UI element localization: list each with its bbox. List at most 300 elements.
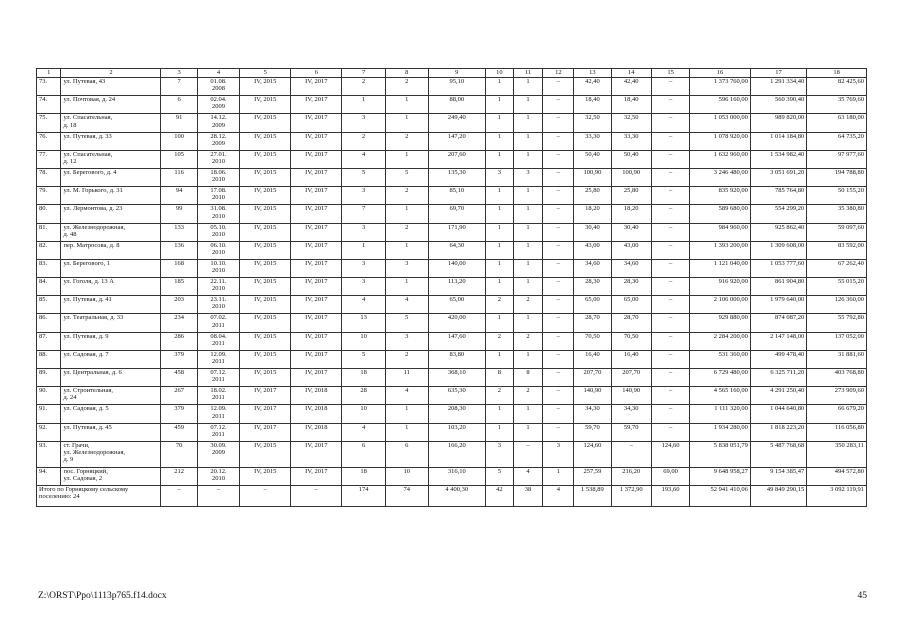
table-cell: 100,90 xyxy=(611,168,651,186)
table-cell: 861 904,80 xyxy=(750,278,806,296)
table-cell: 18,20 xyxy=(611,205,651,223)
table-cell: ул. Театральная, д. 33 xyxy=(61,314,161,332)
table-cell: 4 xyxy=(385,296,428,314)
table-cell: ул. Путевая, д. 41 xyxy=(61,296,161,314)
table-cell: 5 xyxy=(385,314,428,332)
table-cell: 126 360,00 xyxy=(807,296,867,314)
table-cell: ст. Грачи, ул. Железнодорожная, д. 9 xyxy=(61,441,161,467)
table-cell: – xyxy=(651,114,689,132)
table-cell: IV, 2015 xyxy=(240,150,291,168)
table-cell: 420,00 xyxy=(428,314,485,332)
total-cell: 1 538,89 xyxy=(574,485,611,506)
table-cell: ул. Берегового, д. 4 xyxy=(61,168,161,186)
table-cell: 43,00 xyxy=(574,241,611,259)
table-cell: 1 xyxy=(385,205,428,223)
table-cell: 216,20 xyxy=(611,467,651,485)
table-cell: 1 xyxy=(543,467,574,485)
table-cell: 18,40 xyxy=(611,96,651,114)
table-cell: IV, 2018 xyxy=(291,405,342,423)
table-cell: ул. Лермонтова, д. 23 xyxy=(61,205,161,223)
table-cell: – xyxy=(651,78,689,96)
table-cell: IV, 2017 xyxy=(291,96,342,114)
table-cell: ул. Спасательная, д. 18 xyxy=(61,114,161,132)
table-cell: 91 xyxy=(161,114,197,132)
table-cell: – xyxy=(543,96,574,114)
table-cell: 18.02. 2011 xyxy=(197,387,240,405)
table-cell: 273 909,60 xyxy=(807,387,867,405)
table-row xyxy=(37,350,867,368)
table-cell: 31.08. 2010 xyxy=(197,205,240,223)
table-row xyxy=(37,223,867,241)
table-cell: IV, 2015 xyxy=(240,441,291,467)
table-cell: 2 xyxy=(385,187,428,205)
table-cell: 27.01. 2010 xyxy=(197,150,240,168)
table-cell: 2 147 148,00 xyxy=(750,332,806,350)
table-cell: 494 572,80 xyxy=(807,467,867,485)
table-cell: 2 xyxy=(385,350,428,368)
table-cell: – xyxy=(543,205,574,223)
table-cell: 70,50 xyxy=(611,332,651,350)
table-cell: 23.11. 2010 xyxy=(197,296,240,314)
table-cell: 1 xyxy=(513,205,543,223)
table-cell: 64 735,20 xyxy=(807,132,867,150)
table-row xyxy=(37,150,867,168)
table-cell: 249,40 xyxy=(428,114,485,132)
table-cell: 50,40 xyxy=(611,150,651,168)
total-cell: 38 xyxy=(513,485,543,506)
table-cell: 2 284 200,00 xyxy=(690,332,751,350)
table-cell: 28,70 xyxy=(574,314,611,332)
table-cell: 88,00 xyxy=(428,96,485,114)
table-cell: 9 648 958,27 xyxy=(690,467,751,485)
table-cell: IV, 2015 xyxy=(240,78,291,96)
table-cell: ул. Строительная, д. 24 xyxy=(61,387,161,405)
column-header: 7 xyxy=(342,69,386,78)
table-cell: ул. М. Горького, д. 31 xyxy=(61,187,161,205)
table-cell: 1 xyxy=(485,423,513,441)
table-cell: – xyxy=(651,150,689,168)
table-cell: 925 862,40 xyxy=(750,223,806,241)
table-cell: IV, 2015 xyxy=(240,132,291,150)
table-cell: 42,40 xyxy=(574,78,611,96)
table-cell: 1 xyxy=(385,241,428,259)
table-cell: – xyxy=(651,369,689,387)
table-cell: 1 xyxy=(513,350,543,368)
table-cell: 212 xyxy=(161,467,197,485)
table-cell: 929 880,00 xyxy=(690,314,751,332)
table-cell: 1 xyxy=(485,187,513,205)
table-cell: 1 xyxy=(342,241,386,259)
table-cell: ул. Гоголя, д. 13 А xyxy=(61,278,161,296)
table-row xyxy=(37,332,867,350)
table-cell: 1 111 320,00 xyxy=(690,405,751,423)
table-cell: ул. Берегового, 1 xyxy=(61,259,161,277)
table-cell: 83. xyxy=(37,259,61,277)
table-cell: 1 xyxy=(485,350,513,368)
table-cell: 989 820,00 xyxy=(750,114,806,132)
table-cell: 63 180,00 xyxy=(807,114,867,132)
table-cell: 6 729 480,00 xyxy=(690,369,751,387)
table-cell: – xyxy=(651,223,689,241)
table-cell: 35 380,80 xyxy=(807,205,867,223)
table-cell: 874 087,20 xyxy=(750,314,806,332)
table-cell: 6 xyxy=(385,441,428,467)
table-row xyxy=(37,314,867,332)
table-cell: 28.12. 2009 xyxy=(197,132,240,150)
table-cell: 116 xyxy=(161,168,197,186)
table-cell: IV, 2018 xyxy=(291,423,342,441)
table-cell: 6 xyxy=(161,96,197,114)
table-cell: IV, 2017 xyxy=(291,296,342,314)
table-cell: 11 xyxy=(385,369,428,387)
table-cell: 8 xyxy=(485,369,513,387)
table-row xyxy=(37,78,867,96)
table-header xyxy=(37,69,867,78)
table-cell: 69,70 xyxy=(428,205,485,223)
table-row xyxy=(37,96,867,114)
table-cell: IV, 2017 xyxy=(291,132,342,150)
table-cell: 3 xyxy=(342,278,386,296)
table-cell: 1 121 040,00 xyxy=(690,259,751,277)
table-cell: – xyxy=(543,150,574,168)
table-cell: 3 xyxy=(342,259,386,277)
table-cell: IV, 2017 xyxy=(291,350,342,368)
table-cell: 70,50 xyxy=(574,332,611,350)
table-cell: 4 xyxy=(342,423,386,441)
table-cell: ул. Путевая, д. 33 xyxy=(61,132,161,150)
table-cell: 1 xyxy=(513,96,543,114)
table-cell: ул. Центральная, д. 6 xyxy=(61,369,161,387)
table-cell: 3 246 480,00 xyxy=(690,168,751,186)
table-cell: 1 078 920,00 xyxy=(690,132,751,150)
column-header: 3 xyxy=(161,69,197,78)
table-cell: 403 768,80 xyxy=(807,369,867,387)
table-cell: 234 xyxy=(161,314,197,332)
table-cell: 86. xyxy=(37,314,61,332)
table-cell: 1 xyxy=(513,114,543,132)
table-cell: 06.10. 2010 xyxy=(197,241,240,259)
table-cell: 1 xyxy=(485,150,513,168)
table-cell: 8 xyxy=(513,369,543,387)
table-cell: 207,70 xyxy=(574,369,611,387)
table-cell: 1 xyxy=(385,150,428,168)
table-row xyxy=(37,405,867,423)
table-cell: 34,60 xyxy=(574,259,611,277)
column-header: 9 xyxy=(428,69,485,78)
table-cell: 171,90 xyxy=(428,223,485,241)
table-cell: 560 390,40 xyxy=(750,96,806,114)
table-cell: IV, 2015 xyxy=(240,187,291,205)
table-cell: IV, 2017 xyxy=(291,114,342,132)
table-cell: 2 xyxy=(385,132,428,150)
data-table xyxy=(36,68,867,507)
table-cell: пер. Матросова, д. 8 xyxy=(61,241,161,259)
table-cell: 3 xyxy=(543,441,574,467)
table-cell: 59,70 xyxy=(574,423,611,441)
table-cell: 69,00 xyxy=(651,467,689,485)
table-cell: 4 xyxy=(342,150,386,168)
table-cell: 18,40 xyxy=(574,96,611,114)
table-cell: 1 393 200,00 xyxy=(690,241,751,259)
table-cell: IV, 2017 xyxy=(291,150,342,168)
table-cell: 3 xyxy=(485,168,513,186)
total-row xyxy=(37,485,867,506)
page-number: 45 xyxy=(857,591,867,601)
table-cell: IV, 2017 xyxy=(291,259,342,277)
table-cell: 458 xyxy=(161,369,197,387)
table-cell: IV, 2015 xyxy=(240,205,291,223)
table-cell: 12.09. 2011 xyxy=(197,405,240,423)
table-cell: IV, 2017 xyxy=(291,467,342,485)
table-cell: 596 160,00 xyxy=(690,96,751,114)
table-cell: 4 565 160,00 xyxy=(690,387,751,405)
table-cell: – xyxy=(543,296,574,314)
table-cell: 124,60 xyxy=(651,441,689,467)
table-cell: 07.12. 2011 xyxy=(197,423,240,441)
table-cell: 1 014 184,80 xyxy=(750,132,806,150)
table-cell: 25,80 xyxy=(574,187,611,205)
table-row xyxy=(37,132,867,150)
table-cell: IV, 2015 xyxy=(240,314,291,332)
table-cell: 1 xyxy=(513,278,543,296)
table-cell: 50 155,20 xyxy=(807,187,867,205)
table-cell: 785 764,80 xyxy=(750,187,806,205)
table-cell: IV, 2017 xyxy=(291,168,342,186)
table-cell: 3 xyxy=(342,223,386,241)
table-cell: 30,40 xyxy=(574,223,611,241)
table-cell: 379 xyxy=(161,405,197,423)
table-cell: 18 xyxy=(342,467,386,485)
table-cell: IV, 2015 xyxy=(240,278,291,296)
table-cell: 2 xyxy=(342,132,386,150)
table-cell: 137 052,00 xyxy=(807,332,867,350)
total-cell: 49 849 290,15 xyxy=(750,485,806,506)
total-cell: 193,60 xyxy=(651,485,689,506)
table-cell: IV, 2015 xyxy=(240,467,291,485)
table-cell: 103,20 xyxy=(428,423,485,441)
table-row xyxy=(37,187,867,205)
table-row xyxy=(37,278,867,296)
table-cell: 368,10 xyxy=(428,369,485,387)
table-cell: – xyxy=(543,187,574,205)
table-cell: 76. xyxy=(37,132,61,150)
table-cell: 1 xyxy=(385,96,428,114)
data-table-container xyxy=(36,68,867,507)
table-cell: 207,70 xyxy=(611,369,651,387)
table-cell: 267 xyxy=(161,387,197,405)
table-cell: 257,59 xyxy=(574,467,611,485)
table-cell: 88. xyxy=(37,350,61,368)
table-cell: 59 097,60 xyxy=(807,223,867,241)
table-cell: 140,00 xyxy=(428,259,485,277)
table-cell: – xyxy=(651,205,689,223)
table-cell: 73. xyxy=(37,78,61,96)
table-cell: 5 xyxy=(342,168,386,186)
column-header: 12 xyxy=(543,69,574,78)
table-cell: 93. xyxy=(37,441,61,467)
table-row xyxy=(37,369,867,387)
table-cell: 4 291 250,40 xyxy=(750,387,806,405)
table-cell: 33,30 xyxy=(611,132,651,150)
table-cell: 4 xyxy=(342,296,386,314)
table-cell: 7 xyxy=(342,205,386,223)
table-cell: 1 979 640,00 xyxy=(750,296,806,314)
table-cell: IV, 2015 xyxy=(240,369,291,387)
table-cell: 3 xyxy=(485,441,513,467)
table-cell: 92. xyxy=(37,423,61,441)
table-cell: 33,30 xyxy=(574,132,611,150)
table-cell: 1 xyxy=(485,132,513,150)
table-cell: 80. xyxy=(37,205,61,223)
table-cell: ул. Путевая, д. 9 xyxy=(61,332,161,350)
table-cell: 84. xyxy=(37,278,61,296)
table-cell: 65,00 xyxy=(611,296,651,314)
column-header: 18 xyxy=(807,69,867,78)
table-cell: – xyxy=(543,423,574,441)
table-cell: 105 xyxy=(161,150,197,168)
table-cell: 3 051 691,20 xyxy=(750,168,806,186)
table-cell: 95,10 xyxy=(428,78,485,96)
table-row xyxy=(37,467,867,485)
total-cell: 42 xyxy=(485,485,513,506)
table-cell: – xyxy=(651,132,689,150)
total-cell: – xyxy=(161,485,197,506)
table-cell: – xyxy=(651,168,689,186)
table-cell: 113,20 xyxy=(428,278,485,296)
table-cell: 499 478,40 xyxy=(750,350,806,368)
table-cell: 32,50 xyxy=(574,114,611,132)
table-cell: 1 xyxy=(485,205,513,223)
table-cell: 85,10 xyxy=(428,187,485,205)
column-header: 5 xyxy=(240,69,291,78)
table-row xyxy=(37,114,867,132)
table-cell: 1 xyxy=(513,259,543,277)
table-cell: 75. xyxy=(37,114,61,132)
column-header: 8 xyxy=(385,69,428,78)
table-row xyxy=(37,259,867,277)
table-cell: 459 xyxy=(161,423,197,441)
table-cell: IV, 2017 xyxy=(291,205,342,223)
table-cell: 65,00 xyxy=(428,296,485,314)
table-cell: – xyxy=(543,241,574,259)
table-cell: – xyxy=(543,223,574,241)
table-cell: – xyxy=(543,168,574,186)
table-cell: – xyxy=(651,278,689,296)
table-cell: IV, 2017 xyxy=(291,314,342,332)
table-cell: IV, 2017 xyxy=(291,332,342,350)
table-cell: 07.02. 2011 xyxy=(197,314,240,332)
table-cell: IV, 2017 xyxy=(291,241,342,259)
header-row xyxy=(37,69,867,78)
table-cell: 97 977,60 xyxy=(807,150,867,168)
table-cell: – xyxy=(651,259,689,277)
table-cell: ул. Садовая, д. 5 xyxy=(61,405,161,423)
table-row xyxy=(37,441,867,467)
column-header: 6 xyxy=(291,69,342,78)
table-cell: 835 920,00 xyxy=(690,187,751,205)
table-cell: IV, 2017 xyxy=(240,423,291,441)
table-cell: 185 xyxy=(161,278,197,296)
table-cell: 133 xyxy=(161,223,197,241)
table-cell: 9 154 385,47 xyxy=(750,467,806,485)
table-cell: 1 373 760,00 xyxy=(690,78,751,96)
table-cell: – xyxy=(543,350,574,368)
table-cell: 25,80 xyxy=(611,187,651,205)
table-cell: 74. xyxy=(37,96,61,114)
table-cell: – xyxy=(651,96,689,114)
footer-file-path: Z:\ORST\Ppo\1113p765.f14.docx xyxy=(38,591,167,601)
table-cell: 140,90 xyxy=(574,387,611,405)
table-cell: IV, 2017 xyxy=(291,78,342,96)
total-cell: 174 xyxy=(342,485,386,506)
table-body xyxy=(37,78,867,507)
table-cell: 2 xyxy=(385,223,428,241)
table-cell: – xyxy=(543,369,574,387)
table-row xyxy=(37,168,867,186)
table-cell: 83 592,00 xyxy=(807,241,867,259)
table-cell: 1 xyxy=(485,405,513,423)
table-cell: ул. Почтовая, д. 24 xyxy=(61,96,161,114)
table-cell: 1 044 640,80 xyxy=(750,405,806,423)
column-header: 14 xyxy=(611,69,651,78)
table-cell: 17.08. 2010 xyxy=(197,187,240,205)
table-cell: 1 xyxy=(485,259,513,277)
table-cell: 87. xyxy=(37,332,61,350)
table-cell: 50,40 xyxy=(574,150,611,168)
table-cell: – xyxy=(543,259,574,277)
total-cell: 74 xyxy=(385,485,428,506)
table-cell: 136 xyxy=(161,241,197,259)
table-cell: 55 792,80 xyxy=(807,314,867,332)
table-cell: 1 xyxy=(513,187,543,205)
table-cell: 10 xyxy=(385,467,428,485)
table-cell: 1 xyxy=(385,423,428,441)
total-cell: – xyxy=(291,485,342,506)
table-cell: 4 xyxy=(513,467,543,485)
table-cell: IV, 2017 xyxy=(291,223,342,241)
table-cell: 34,30 xyxy=(574,405,611,423)
table-cell: 20.12. 2010 xyxy=(197,467,240,485)
table-cell: 10.10. 2010 xyxy=(197,259,240,277)
table-cell: – xyxy=(651,405,689,423)
table-cell: 2 xyxy=(485,332,513,350)
table-cell: 18 xyxy=(342,369,386,387)
table-cell: 6 325 711,20 xyxy=(750,369,806,387)
table-cell: 1 534 982,40 xyxy=(750,150,806,168)
table-cell: 1 291 334,40 xyxy=(750,78,806,96)
total-cell: – xyxy=(197,485,240,506)
total-cell: 4 400,30 xyxy=(428,485,485,506)
table-cell: IV, 2017 xyxy=(291,441,342,467)
column-header: 15 xyxy=(651,69,689,78)
table-cell: 1 xyxy=(513,223,543,241)
table-cell: 59,70 xyxy=(611,423,651,441)
table-cell: 34,30 xyxy=(611,405,651,423)
table-cell: IV, 2015 xyxy=(240,168,291,186)
table-cell: 35 769,60 xyxy=(807,96,867,114)
table-cell: 02.04. 2009 xyxy=(197,96,240,114)
table-cell: 1 xyxy=(513,314,543,332)
table-cell: 135,30 xyxy=(428,168,485,186)
table-cell: 316,10 xyxy=(428,467,485,485)
table-cell: 1 934 280,00 xyxy=(690,423,751,441)
table-cell: 16,40 xyxy=(574,350,611,368)
table-cell: 5 838 051,79 xyxy=(690,441,751,467)
table-cell: – xyxy=(543,114,574,132)
table-cell: 2 xyxy=(485,387,513,405)
column-header: 11 xyxy=(513,69,543,78)
table-cell: – xyxy=(651,332,689,350)
